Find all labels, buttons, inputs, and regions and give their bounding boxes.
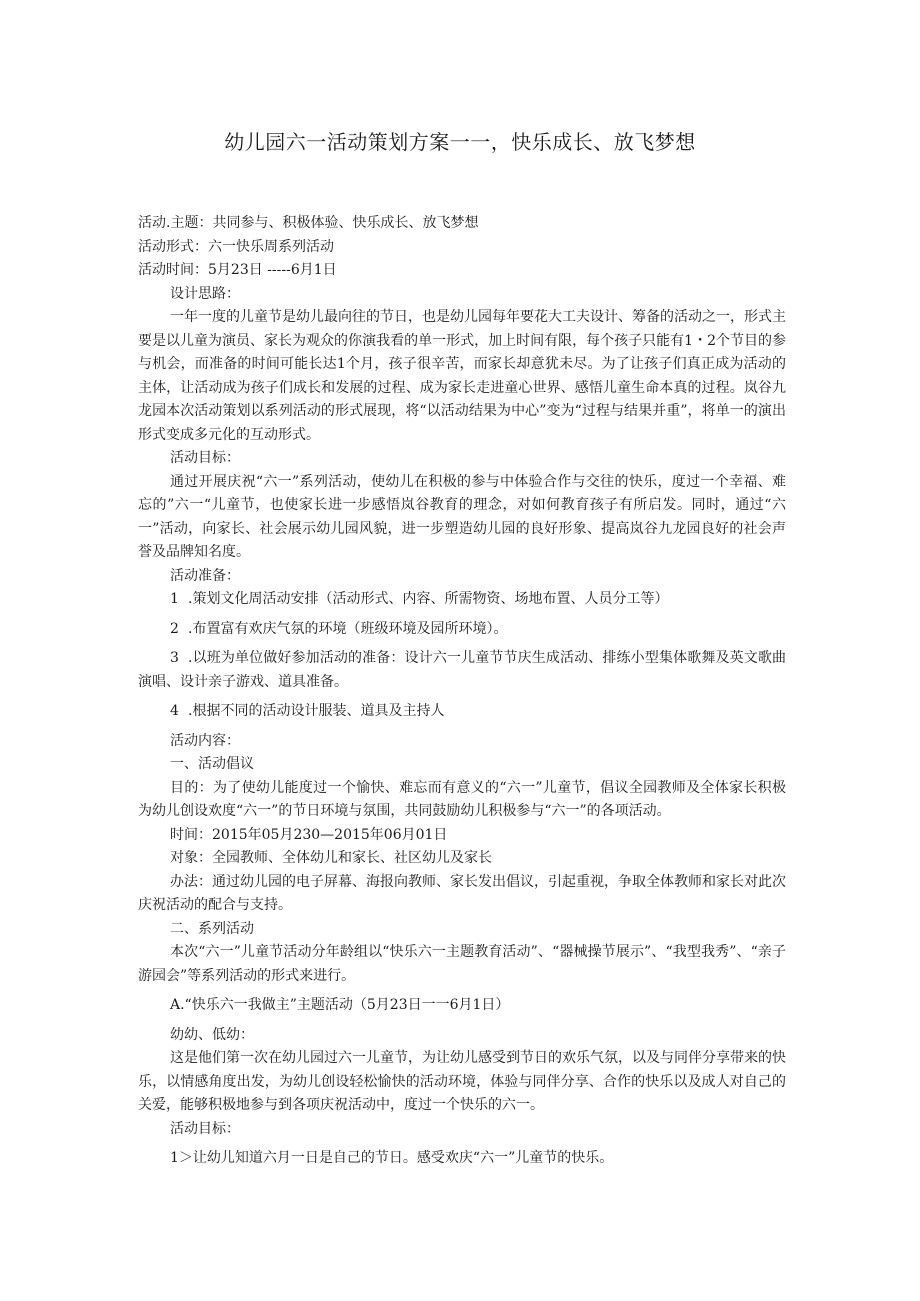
section-2a-goal-heading: 活动目标： bbox=[170, 1120, 240, 1137]
design-paragraph: 一年一度的儿童节是幼儿最向往的节日，也是幼儿园每年要花大工夫设计、筹备的活动之一，形式主要是以儿童为演员、家长为观众的你演我看的单一形式，加上时间有限，每个孩子只能有1・2个节目的参与机会，而准备的时间可能长达1个月，孩子很辛苦，而家长却意犹未尽。为了让孩子们真正成为活动的主体，让活动成为孩子们成长和发展的过程、成为家长走进童心世界、感悟儿童生命本真的过程。岚谷九龙园本次活动策划以系列活动的形式展现，将“以活动结果为中心”变为“过程与结果并重”，将单一的演出形式变成多元化的互动形式。 bbox=[138, 309, 786, 443]
activity-time: 活动时间：5月23日 -----6月1日 bbox=[138, 262, 337, 278]
design-heading: 设计思路： bbox=[170, 285, 240, 302]
section-2a-paragraph: 这是他们第一次在幼儿园过六一儿童节，为让幼儿感受到节日的欢乐气氛，以及与同伴分享带来的快乐，以情感角度出发，为幼儿创设轻松愉快的活动环境，体验与同伴分享、合作的快乐以及成人对自己的关爱，能够积极地参与到各项庆祝活动中，度过一个快乐的六一。 bbox=[138, 1050, 786, 1113]
section-2a-group: 幼幼、低幼： bbox=[170, 1026, 254, 1043]
goal-heading: 活动目标： bbox=[170, 450, 240, 466]
activity-theme: 活动.主题：共同参与、积极体验、快乐成长、放飞梦想 bbox=[138, 215, 479, 231]
prep-item-3 bbox=[138, 647, 786, 694]
prep-item-number: 4 bbox=[170, 703, 179, 719]
content-heading: 活动内容： bbox=[170, 732, 240, 749]
prep-item-2 bbox=[138, 618, 786, 642]
document-body bbox=[138, 212, 786, 1171]
section-1-purpose: 目的：为了使幼儿能度过一个愉快、难忘而有意义的“六一”儿童节，倡议全园教师及全体家长积极为幼儿创设欢度“六一”的节日环境与氛围，共同鼓励幼儿积极参与“六一”的各项活动。 bbox=[138, 779, 786, 819]
section-1-time: 时间：2015年05月230—2015年06月01日 bbox=[170, 826, 448, 843]
section-1-heading: 一、活动倡议 bbox=[170, 756, 254, 772]
goal-paragraph: 通过开展庆祝“六一”系列活动，使幼儿在积极的参与中体验合作与交往的快乐，度过一个幸福、难忘的”六一“儿童节，也使家长进一步感悟岚谷教育的理念，对如何教育孩子有所启发。同时，通过“六一”活动，向家长、社会展示幼儿园风貌，进一步塑造幼儿园的良好形象、提高岚谷九龙园良好的社会声誉及品牌知名度。 bbox=[138, 473, 786, 560]
prep-item-number: 3 bbox=[170, 650, 179, 666]
prep-item-1 bbox=[138, 588, 786, 612]
prep-item-text: .根据不同的活动设计服装、道具及主持人 bbox=[188, 703, 445, 719]
prep-heading: 活动准备： bbox=[170, 567, 240, 584]
prep-item-text: .策划文化周活动安排（活动形式、内容、所需物资、场地布置、人员分工等） bbox=[188, 591, 669, 607]
prep-item-4 bbox=[138, 700, 786, 724]
section-2a-heading: A.“快乐六一我做主”主题活动（5月23日一一6月1日） bbox=[170, 997, 510, 1013]
section-2-heading: 二、系列活动 bbox=[170, 920, 254, 937]
section-1-target: 对象：全园教师、全体幼儿和家长、社区幼儿及家长 bbox=[170, 850, 492, 866]
section-2a-goal-1: 1＞让幼儿知道六月一日是自己的节日。感受欢庆“六一”儿童节的快乐。 bbox=[170, 1150, 614, 1166]
page-title: 幼儿园六一活动策划方案一一，快乐成长、放飞梦想 bbox=[224, 130, 696, 154]
prep-item-number: 2 bbox=[170, 620, 179, 637]
section-2-intro: 本次“六一”儿童节活动分年龄组以“快乐六一主题教育活动”、“器械操节展示”、“我型我秀”、“亲子游园会”等系列活动的形式来进行。 bbox=[138, 944, 786, 984]
section-1-method: 办法：通过幼儿园的电子屏幕、海报向教师、家长发出倡议，引起重视，争取全体教师和家长对此次庆祝活动的配合与支持。 bbox=[138, 873, 786, 913]
prep-item-text: .布置富有欢庆气氛的环境（班级环境及园所环境）。 bbox=[188, 620, 508, 637]
prep-item-number: 1 bbox=[170, 591, 179, 607]
prep-item-text: .以班为单位做好参加活动的准备：设计六一儿童节节庆生成活动、排练小型集体歌舞及英文歌曲演唱、设计亲子游戏、道具准备。 bbox=[138, 650, 786, 690]
activity-form: 活动形式：六一快乐周系列活动 bbox=[138, 238, 334, 255]
